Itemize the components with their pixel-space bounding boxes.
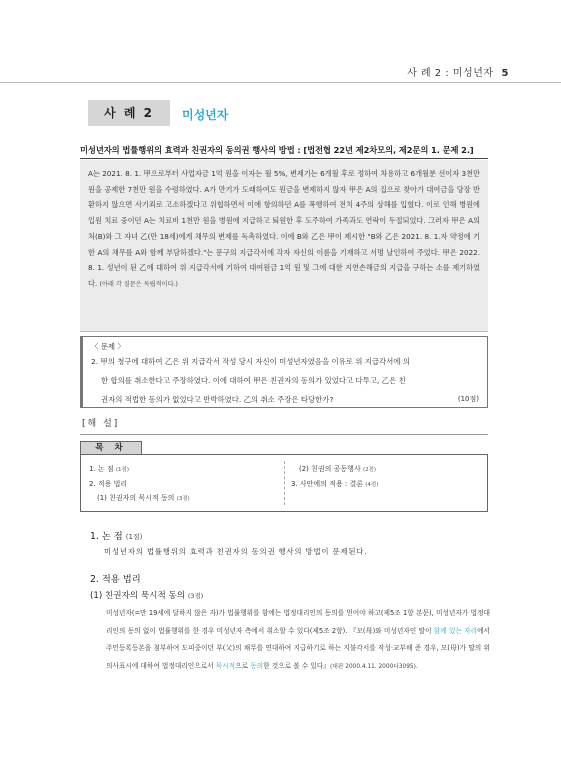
section-2-subtitle-text: (1) 친권자의 묵시적 동의 — [90, 591, 186, 601]
case-label: 사 례 2 — [88, 100, 170, 126]
toc-item-points: (4점) — [365, 482, 379, 488]
body-text: 한 것으로 볼 수 있다』 — [263, 661, 330, 670]
body-text: 에서 주민등록등본을 첨부하여 도피중이던 부(父)의 채무를 연대하여 지급하기로 하는 지불각서를 작성·교부해 준 경우, 모(母)가 딸의 위 의사표시에 대하여 법정대리인으로서 — [106, 626, 491, 670]
question-line-2: 한 합의를 취소한다고 주장하였다. 이에 대하여 甲은 친권자의 동의가 있었다고 다투고, 乙은 친 — [101, 376, 406, 385]
section-1-title-text: 1. 논 점 — [90, 531, 123, 542]
toc-item — [299, 464, 376, 474]
body-text: 으로 — [235, 661, 251, 670]
toc-item-text: 2. 적용 법리 — [89, 480, 128, 488]
facts-body: A는 2021. 8. 1. 甲으로부터 사업자금 1억 원을 이자는 월 5%, 변제기는 6개월 후로 정하여 차용하고 6개월분 선이자 3천만 원을 공제한 7천만 원을 수령하였다. A가 만기가 도래하여도 원금을 변제하지 않자 甲은 A의 집으로 찾아가 대여금을 당장 반환하지 않으면 사기죄로 고소하겠다고 위협하면서 이에 항의하던 A를 폭행하여 전치 4주의 상해를 입혔다. 이로 인해 병원에 입원 치료 중이던 A는 치료비 1천만 원을 병원에 지급하고 퇴원한 후 도주하여 가족과도 연락이 두절되었다. 그러자 甲은 A의 처(B)와 그 자녀 乙(만 18세)에게 채무의 변제를 독촉하였다. 이에 B와 乙은 甲이 제시한 "B와 乙은 2021. 8. 1.자 약정에 기한 A의 채무를 A와 함께 부담하겠다."는 문구의 지급각서에 각자 자신의 이름을 기재하고 서명 날인하여 주었다. 甲은 2022. 8. 1. 성년이 된 乙에 대하여 위 지급각서에 기하여 대여원금 1억 원 및 그에 대한 지연손해금의 지급을 구하는 소를 제기하였다. — [88, 169, 480, 288]
toc-item-points: (1점) — [115, 467, 129, 473]
section-1-points: (1점) — [125, 533, 143, 541]
section-2-subtitle — [90, 589, 203, 601]
body-text: 미성년자(=만 19세에 달하지 않은 자)가 법률행위를 함에는 법정대리인의 동의를 얻어야 하고(제5조 1항 본문), 미성년자가 법정대리인의 동의 없이 법률행위를 한 경우 미성년자 측에서 취소할 수 있다(제5조 2항). 『모(母)와 미성년자인 딸이 — [106, 609, 490, 635]
toc-item-text: (2) 친권의 공동행사 — [299, 465, 361, 473]
toc-item — [89, 464, 129, 474]
citation: (대판 2000.4.11. 2000다3095). — [329, 663, 418, 670]
section-2-sub-points: (3점) — [187, 592, 204, 600]
page-number: 5 — [501, 68, 509, 79]
solution-label: [해 설] — [82, 419, 120, 429]
question-line-1: 2. 甲의 청구에 대하여 乙은 위 지급각서 작성 당시 자신이 미성년자였음을 이유로 위 지급각서에 의 — [91, 357, 410, 366]
section-2-title: 2. 적용 법리 — [90, 574, 141, 585]
highlight-text: 함께 있는 자리 — [433, 626, 478, 635]
running-title: 사 례 2 : 미성년자 — [407, 68, 494, 79]
toc-item — [291, 479, 378, 489]
toc-item — [89, 479, 127, 489]
toc-item — [97, 493, 190, 503]
question-line-3: 권자의 적법한 동의가 없었다고 반박하였다. 乙의 취소 주장은 타당한가? — [101, 395, 334, 404]
toc-item-text: 3. 사안에의 적용 : 결론 — [291, 480, 364, 488]
facts-note: (아래 각 질문은 독립적이다.) — [99, 280, 178, 288]
toc-item-points: (3점) — [176, 496, 190, 502]
toc-item-text: 1. 논 점 — [89, 465, 114, 473]
problem-heading: 미성년자의 법률행위의 효력과 친권자의 동의권 행사의 방법 : [법전협 22년 제2차모의, 제2문의 1. 문제 2.] — [80, 145, 474, 155]
toc-box — [80, 454, 488, 512]
toc-divider — [284, 461, 285, 505]
highlight-text: 묵시적 — [215, 661, 236, 670]
toc-item-text: (1) 친권자의 묵시적 동의 — [97, 494, 175, 502]
question-points: (10점) — [457, 395, 479, 403]
facts-box — [80, 160, 488, 332]
question-title: 〈 문제 〉 — [91, 342, 125, 351]
heading-rule — [80, 158, 488, 159]
running-header — [407, 64, 509, 79]
header-rule — [0, 82, 561, 83]
section-1-title — [90, 528, 142, 542]
facts-text — [88, 166, 480, 293]
highlight-text: 동의 — [250, 661, 264, 670]
section-1-body: 미성년자의 법률행위의 효력과 친권자의 동의권 행사의 방법이 문제된다. — [104, 547, 368, 556]
section-2-body — [106, 605, 490, 676]
question-box — [80, 336, 488, 408]
case-subtitle: 미성년자 — [182, 108, 229, 122]
toc-tab: 목 차 — [80, 441, 142, 455]
toc-item-points: (2점) — [362, 467, 377, 473]
solution-rule — [80, 434, 488, 435]
